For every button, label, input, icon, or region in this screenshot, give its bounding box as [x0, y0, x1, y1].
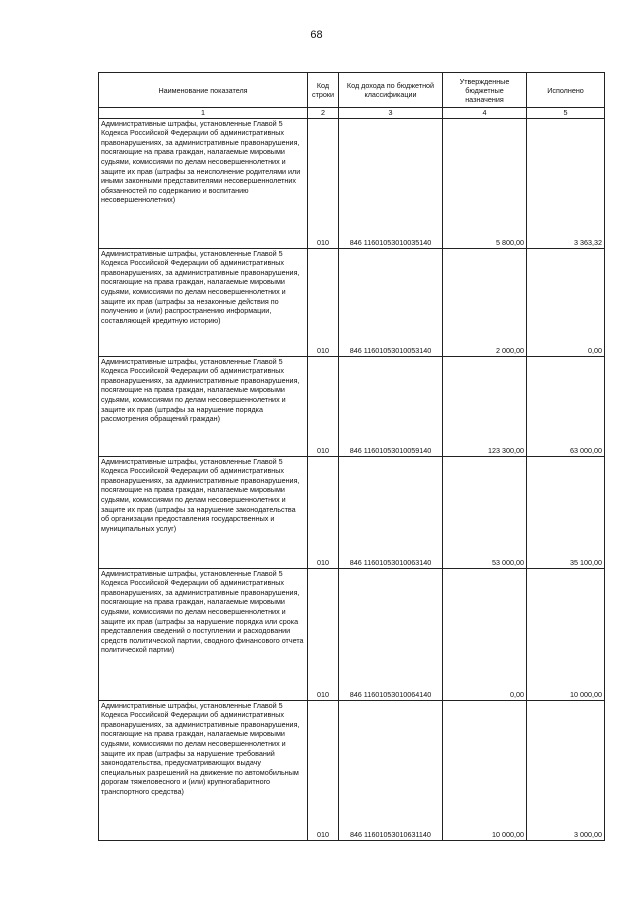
table-header-row: [99, 73, 605, 108]
approved-amount: 5 800,00: [443, 118, 527, 248]
line-code: 010: [308, 456, 339, 568]
indicator-name: Административные штрафы, установленные Главой 5 Кодекса Российской Федерации об административных правонарушениях, за административные правонарушения, посягающие на права граждан, налагаемые мировыми судьями, комиссиями по делам несовершеннолетних и защите их прав (штрафы за нарушение порядка или срока представления сведений о поступлении и расходовании средств политической партии, сводного финансового отчета политической партии): [99, 568, 308, 700]
executed-amount: 3 000,00: [527, 700, 605, 840]
page-number: 68: [310, 29, 323, 41]
column-number: 3: [339, 108, 443, 119]
table-row: [99, 118, 605, 248]
line-code: 010: [308, 356, 339, 456]
revenue-code: 846 11601053010064140: [339, 568, 443, 700]
executed-amount: 63 000,00: [527, 356, 605, 456]
revenue-code: 846 11601053010631140: [339, 700, 443, 840]
column-number: 4: [443, 108, 527, 119]
indicator-name: Административные штрафы, установленные Главой 5 Кодекса Российской Федерации об административных правонарушениях, за административные правонарушения, посягающие на права граждан, налагаемые мировыми судьями, комиссиями по делам несовершеннолетних и защите их прав (штрафы за неисполнение родителями или иными законными представителями несовершеннолетних обязанностей по содержанию и воспитанию несовершеннолетних): [99, 118, 308, 248]
header-revenue-code: Код дохода по бюджетной классификации: [339, 73, 443, 108]
table-row: [99, 700, 605, 840]
table-row: [99, 356, 605, 456]
approved-amount: 123 300,00: [443, 356, 527, 456]
executed-amount: 10 000,00: [527, 568, 605, 700]
column-number: 2: [308, 108, 339, 119]
table-row: [99, 568, 605, 700]
approved-amount: 10 000,00: [443, 700, 527, 840]
revenue-code: 846 11601053010063140: [339, 456, 443, 568]
table-row: [99, 456, 605, 568]
executed-amount: 0,00: [527, 248, 605, 356]
column-number: 5: [527, 108, 605, 119]
line-code: 010: [308, 118, 339, 248]
revenue-code: 846 11601053010053140: [339, 248, 443, 356]
approved-amount: 53 000,00: [443, 456, 527, 568]
indicator-name: Административные штрафы, установленные Главой 5 Кодекса Российской Федерации об административных правонарушениях, за административные правонарушения, посягающие на права граждан, налагаемые мировыми судьями, комиссиями по делам несовершеннолетних и защите их прав (штрафы за нарушение требований законодательства, предусматривающих выдачу специальных разрешений на движение по автомобильным дорогам тяжеловесного и (или) крупногабаритного транспортного средства): [99, 700, 308, 840]
budget-execution-table: [98, 72, 605, 841]
header-name: Наименование показателя: [99, 73, 308, 108]
revenue-code: 846 11601053010035140: [339, 118, 443, 248]
line-code: 010: [308, 248, 339, 356]
approved-amount: 0,00: [443, 568, 527, 700]
column-number: 1: [99, 108, 308, 119]
approved-amount: 2 000,00: [443, 248, 527, 356]
indicator-name: Административные штрафы, установленные Главой 5 Кодекса Российской Федерации об административных правонарушениях, за административные правонарушения, посягающие на права граждан, налагаемые мировыми судьями, комиссиями по делам несовершеннолетних и защите их прав (штрафы за нарушение порядка рассмотрения обращений граждан): [99, 356, 308, 456]
indicator-name: Административные штрафы, установленные Главой 5 Кодекса Российской Федерации об административных правонарушениях, за административные правонарушения, посягающие на права граждан, налагаемые мировыми судьями, комиссиями по делам несовершеннолетних и защите их прав (штрафы за нарушение законодательства об организации предоставления государственных и муниципальных услуг): [99, 456, 308, 568]
table-row: [99, 248, 605, 356]
header-approved: Утвержденные бюджетные назначения: [443, 73, 527, 108]
column-number-row: [99, 108, 605, 119]
executed-amount: 3 363,32: [527, 118, 605, 248]
line-code: 010: [308, 568, 339, 700]
executed-amount: 35 100,00: [527, 456, 605, 568]
revenue-code: 846 11601053010059140: [339, 356, 443, 456]
header-line-code: Код строки: [308, 73, 339, 108]
line-code: 010: [308, 700, 339, 840]
indicator-name: Административные штрафы, установленные Главой 5 Кодекса Российской Федерации об административных правонарушениях, за административные правонарушения, посягающие на права граждан, налагаемые мировыми судьями, комиссиями по делам несовершеннолетних и защите их прав (штрафы за незаконные действия по получению и (или) распространению информации, составляющей кредитную историю): [99, 248, 308, 356]
header-executed: Исполнено: [527, 73, 605, 108]
